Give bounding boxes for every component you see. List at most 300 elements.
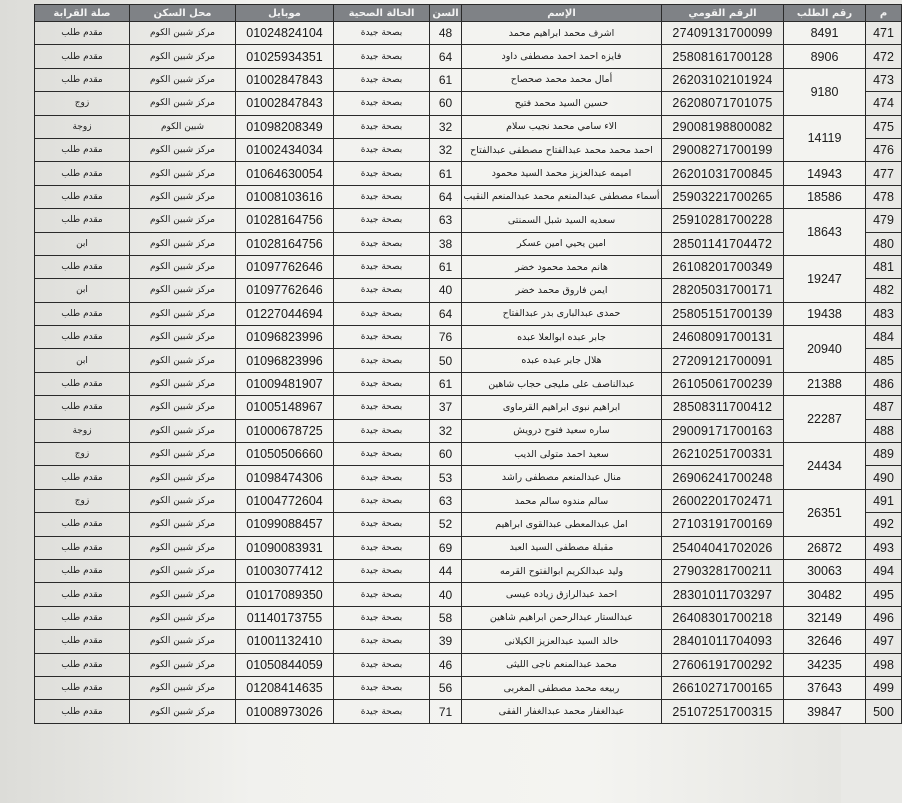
row-seq-cell: 477 bbox=[866, 162, 902, 185]
relation-cell: زوج bbox=[35, 489, 130, 512]
relation-cell: مقدم طلب bbox=[35, 372, 130, 395]
request-number-cell: 32149 bbox=[784, 606, 866, 629]
national-id-cell: 26201031700845 bbox=[662, 162, 784, 185]
residence-cell: مركز شبين الكوم bbox=[130, 279, 236, 302]
name-cell: امل عبدالمعطى عبدالقوى ابراهيم bbox=[462, 513, 662, 536]
row-seq-cell: 492 bbox=[866, 513, 902, 536]
name-cell: مقبلة مصطفى السيد العبد bbox=[462, 536, 662, 559]
name-cell: سعديه السيد شبل السمنتى bbox=[462, 209, 662, 232]
national-id-cell: 26906241700248 bbox=[662, 466, 784, 489]
health-cell: بصحة جيدة bbox=[334, 185, 430, 208]
table-row bbox=[35, 419, 902, 442]
national-id-cell: 26002201702471 bbox=[662, 489, 784, 512]
request-number-cell: 26351 bbox=[784, 489, 866, 536]
table-row bbox=[35, 396, 902, 419]
row-seq-cell: 482 bbox=[866, 279, 902, 302]
table-row bbox=[35, 209, 902, 232]
residence-cell: مركز شبين الكوم bbox=[130, 68, 236, 91]
relation-cell: مقدم طلب bbox=[35, 676, 130, 699]
health-cell: بصحة جيدة bbox=[334, 630, 430, 653]
request-number-cell: 9180 bbox=[784, 68, 866, 115]
age-cell: 40 bbox=[430, 279, 462, 302]
mobile-cell: 01003077412 bbox=[236, 559, 334, 582]
relation-cell: مقدم طلب bbox=[35, 513, 130, 536]
age-cell: 61 bbox=[430, 255, 462, 278]
residence-cell: مركز شبين الكوم bbox=[130, 396, 236, 419]
relation-cell: مقدم طلب bbox=[35, 185, 130, 208]
relation-cell: زوجة bbox=[35, 115, 130, 138]
mobile-cell: 01024824104 bbox=[236, 22, 334, 45]
mobile-cell: 01064630054 bbox=[236, 162, 334, 185]
name-cell: هلال جابر عبده عبده bbox=[462, 349, 662, 372]
age-cell: 69 bbox=[430, 536, 462, 559]
header-seq: م bbox=[866, 5, 902, 22]
request-number-cell: 18586 bbox=[784, 185, 866, 208]
health-cell: بصحة جيدة bbox=[334, 326, 430, 349]
name-cell: ايمن فاروق محمد خضر bbox=[462, 279, 662, 302]
header-residence: محل السكن bbox=[130, 5, 236, 22]
health-cell: بصحة جيدة bbox=[334, 349, 430, 372]
health-cell: بصحة جيدة bbox=[334, 513, 430, 536]
national-id-cell: 29008271700199 bbox=[662, 138, 784, 161]
residence-cell: مركز شبين الكوم bbox=[130, 372, 236, 395]
residence-cell: مركز شبين الكوم bbox=[130, 209, 236, 232]
mobile-cell: 01097762646 bbox=[236, 255, 334, 278]
national-id-cell: 28301011703297 bbox=[662, 583, 784, 606]
age-cell: 32 bbox=[430, 419, 462, 442]
request-number-cell: 39847 bbox=[784, 700, 866, 723]
mobile-cell: 01050844059 bbox=[236, 653, 334, 676]
request-number-cell: 14943 bbox=[784, 162, 866, 185]
age-cell: 52 bbox=[430, 513, 462, 536]
table-row bbox=[35, 372, 902, 395]
mobile-cell: 01009481907 bbox=[236, 372, 334, 395]
mobile-cell: 01001132410 bbox=[236, 630, 334, 653]
header-national-id: الرقم القومي bbox=[662, 5, 784, 22]
row-seq-cell: 493 bbox=[866, 536, 902, 559]
row-seq-cell: 495 bbox=[866, 583, 902, 606]
health-cell: بصحة جيدة bbox=[334, 115, 430, 138]
request-number-cell: 14119 bbox=[784, 115, 866, 162]
relation-cell: مقدم طلب bbox=[35, 583, 130, 606]
relation-cell: مقدم طلب bbox=[35, 22, 130, 45]
age-cell: 32 bbox=[430, 115, 462, 138]
relation-cell: ابن bbox=[35, 349, 130, 372]
row-seq-cell: 473 bbox=[866, 68, 902, 91]
health-cell: بصحة جيدة bbox=[334, 583, 430, 606]
residence-cell: مركز شبين الكوم bbox=[130, 255, 236, 278]
health-cell: بصحة جيدة bbox=[334, 255, 430, 278]
name-cell: ربيعه محمد مصطفى المغربى bbox=[462, 676, 662, 699]
table-row bbox=[35, 513, 902, 536]
name-cell: عبدالغفار محمد عبدالغفار الفقى bbox=[462, 700, 662, 723]
table-row bbox=[35, 583, 902, 606]
national-id-cell: 25910281700228 bbox=[662, 209, 784, 232]
relation-cell: مقدم طلب bbox=[35, 138, 130, 161]
age-cell: 48 bbox=[430, 22, 462, 45]
residence-cell: مركز شبين الكوم bbox=[130, 536, 236, 559]
name-cell: حمدى عبدالبارى بدر عبدالفتاح bbox=[462, 302, 662, 325]
mobile-cell: 01008103616 bbox=[236, 185, 334, 208]
request-number-cell: 34235 bbox=[784, 653, 866, 676]
table-row bbox=[35, 162, 902, 185]
residence-cell: مركز شبين الكوم bbox=[130, 513, 236, 536]
national-id-cell: 26108201700349 bbox=[662, 255, 784, 278]
relation-cell: مقدم طلب bbox=[35, 536, 130, 559]
mobile-cell: 01090083931 bbox=[236, 536, 334, 559]
name-cell: سعيد احمد متولى الديب bbox=[462, 443, 662, 466]
name-cell: اشرف محمد ابراهيم محمد bbox=[462, 22, 662, 45]
health-cell: بصحة جيدة bbox=[334, 68, 430, 91]
national-id-cell: 27103191700169 bbox=[662, 513, 784, 536]
age-cell: 63 bbox=[430, 209, 462, 232]
residence-cell: مركز شبين الكوم bbox=[130, 700, 236, 723]
health-cell: بصحة جيدة bbox=[334, 279, 430, 302]
request-number-cell: 32646 bbox=[784, 630, 866, 653]
relation-cell: مقدم طلب bbox=[35, 302, 130, 325]
name-cell: الاء سامي محمد نجيب سلام bbox=[462, 115, 662, 138]
national-id-cell: 24608091700131 bbox=[662, 326, 784, 349]
age-cell: 61 bbox=[430, 372, 462, 395]
national-id-cell: 29009171700163 bbox=[662, 419, 784, 442]
age-cell: 39 bbox=[430, 630, 462, 653]
residence-cell: مركز شبين الكوم bbox=[130, 489, 236, 512]
residence-cell: مركز شبين الكوم bbox=[130, 676, 236, 699]
name-cell: احمد محمد محمد عبدالفتاح مصطفى عبدالفتاح bbox=[462, 138, 662, 161]
national-id-cell: 25903221700265 bbox=[662, 185, 784, 208]
name-cell: امين يحيي امين عسكر bbox=[462, 232, 662, 255]
national-id-cell: 26208071701075 bbox=[662, 92, 784, 115]
national-id-cell: 26203102101924 bbox=[662, 68, 784, 91]
row-seq-cell: 494 bbox=[866, 559, 902, 582]
table-row bbox=[35, 138, 902, 161]
table-row bbox=[35, 255, 902, 278]
row-seq-cell: 471 bbox=[866, 22, 902, 45]
request-number-cell: 19247 bbox=[784, 255, 866, 302]
mobile-cell: 01140173755 bbox=[236, 606, 334, 629]
national-id-cell: 27409131700099 bbox=[662, 22, 784, 45]
name-cell: عبدالناصف على مليجى حجاب شاهين bbox=[462, 372, 662, 395]
row-seq-cell: 499 bbox=[866, 676, 902, 699]
national-id-cell: 28205031700171 bbox=[662, 279, 784, 302]
table-row bbox=[35, 302, 902, 325]
residence-cell: مركز شبين الكوم bbox=[130, 138, 236, 161]
age-cell: 37 bbox=[430, 396, 462, 419]
health-cell: بصحة جيدة bbox=[334, 232, 430, 255]
mobile-cell: 01050506660 bbox=[236, 443, 334, 466]
mobile-cell: 01004772604 bbox=[236, 489, 334, 512]
table-row bbox=[35, 232, 902, 255]
health-cell: بصحة جيدة bbox=[334, 396, 430, 419]
health-cell: بصحة جيدة bbox=[334, 162, 430, 185]
row-seq-cell: 491 bbox=[866, 489, 902, 512]
table-row bbox=[35, 45, 902, 68]
national-id-cell: 26105061700239 bbox=[662, 372, 784, 395]
relation-cell: مقدم طلب bbox=[35, 396, 130, 419]
residence-cell: مركز شبين الكوم bbox=[130, 349, 236, 372]
header-health: الحالة الصحية bbox=[334, 5, 430, 22]
name-cell: حسين السيد محمد فتيح bbox=[462, 92, 662, 115]
residence-cell: مركز شبين الكوم bbox=[130, 653, 236, 676]
table-row bbox=[35, 606, 902, 629]
age-cell: 71 bbox=[430, 700, 462, 723]
health-cell: بصحة جيدة bbox=[334, 372, 430, 395]
health-cell: بصحة جيدة bbox=[334, 700, 430, 723]
relation-cell: مقدم طلب bbox=[35, 653, 130, 676]
name-cell: ابراهيم نبوى ابراهيم القرماوى bbox=[462, 396, 662, 419]
mobile-cell: 01025934351 bbox=[236, 45, 334, 68]
row-seq-cell: 496 bbox=[866, 606, 902, 629]
relation-cell: زوجة bbox=[35, 419, 130, 442]
health-cell: بصحة جيدة bbox=[334, 559, 430, 582]
table-row bbox=[35, 630, 902, 653]
health-cell: بصحة جيدة bbox=[334, 138, 430, 161]
request-number-cell: 8491 bbox=[784, 22, 866, 45]
national-id-cell: 26210251700331 bbox=[662, 443, 784, 466]
national-id-cell: 25808161700128 bbox=[662, 45, 784, 68]
mobile-cell: 01000678725 bbox=[236, 419, 334, 442]
row-seq-cell: 488 bbox=[866, 419, 902, 442]
residence-cell: مركز شبين الكوم bbox=[130, 45, 236, 68]
age-cell: 60 bbox=[430, 443, 462, 466]
age-cell: 38 bbox=[430, 232, 462, 255]
health-cell: بصحة جيدة bbox=[334, 489, 430, 512]
relation-cell: ابن bbox=[35, 232, 130, 255]
row-seq-cell: 472 bbox=[866, 45, 902, 68]
request-number-cell: 37643 bbox=[784, 676, 866, 699]
row-seq-cell: 479 bbox=[866, 209, 902, 232]
residence-cell: مركز شبين الكوم bbox=[130, 302, 236, 325]
mobile-cell: 01096823996 bbox=[236, 349, 334, 372]
relation-cell: مقدم طلب bbox=[35, 630, 130, 653]
residence-cell: مركز شبين الكوم bbox=[130, 630, 236, 653]
age-cell: 61 bbox=[430, 68, 462, 91]
row-seq-cell: 500 bbox=[866, 700, 902, 723]
health-cell: بصحة جيدة bbox=[334, 419, 430, 442]
name-cell: خالد السيد عبدالعزيز الكيلانى bbox=[462, 630, 662, 653]
relation-cell: مقدم طلب bbox=[35, 326, 130, 349]
mobile-cell: 01097762646 bbox=[236, 279, 334, 302]
health-cell: بصحة جيدة bbox=[334, 466, 430, 489]
age-cell: 58 bbox=[430, 606, 462, 629]
table-row bbox=[35, 92, 902, 115]
header-mobile: موبايل bbox=[236, 5, 334, 22]
relation-cell: زوج bbox=[35, 92, 130, 115]
request-number-cell: 19438 bbox=[784, 302, 866, 325]
national-id-cell: 27903281700211 bbox=[662, 559, 784, 582]
mobile-cell: 01099088457 bbox=[236, 513, 334, 536]
health-cell: بصحة جيدة bbox=[334, 302, 430, 325]
table-row bbox=[35, 653, 902, 676]
table-header-row bbox=[35, 5, 902, 22]
mobile-cell: 01002847843 bbox=[236, 92, 334, 115]
mobile-cell: 01028164756 bbox=[236, 232, 334, 255]
row-seq-cell: 486 bbox=[866, 372, 902, 395]
name-cell: احمد عبدالرازق زياده عيسى bbox=[462, 583, 662, 606]
age-cell: 53 bbox=[430, 466, 462, 489]
name-cell: وليد عبدالكريم ابوالفتوح القرمه bbox=[462, 559, 662, 582]
row-seq-cell: 497 bbox=[866, 630, 902, 653]
age-cell: 40 bbox=[430, 583, 462, 606]
mobile-cell: 01008973026 bbox=[236, 700, 334, 723]
residence-cell: مركز شبين الكوم bbox=[130, 232, 236, 255]
health-cell: بصحة جيدة bbox=[334, 92, 430, 115]
mobile-cell: 01227044694 bbox=[236, 302, 334, 325]
national-id-cell: 25404041702026 bbox=[662, 536, 784, 559]
residence-cell: مركز شبين الكوم bbox=[130, 443, 236, 466]
residence-cell: مركز شبين الكوم bbox=[130, 92, 236, 115]
mobile-cell: 01017089350 bbox=[236, 583, 334, 606]
age-cell: 60 bbox=[430, 92, 462, 115]
name-cell: أسماء مصطفى عبدالمنعم محمد عبدالمنعم النقيب bbox=[462, 185, 662, 208]
relation-cell: مقدم طلب bbox=[35, 606, 130, 629]
name-cell: منال عبدالمنعم مصطفى راشد bbox=[462, 466, 662, 489]
age-cell: 64 bbox=[430, 302, 462, 325]
relation-cell: مقدم طلب bbox=[35, 162, 130, 185]
request-number-cell: 22287 bbox=[784, 396, 866, 443]
residence-cell: مركز شبين الكوم bbox=[130, 466, 236, 489]
row-seq-cell: 474 bbox=[866, 92, 902, 115]
national-id-cell: 25107251700315 bbox=[662, 700, 784, 723]
mobile-cell: 01208414635 bbox=[236, 676, 334, 699]
row-seq-cell: 483 bbox=[866, 302, 902, 325]
mobile-cell: 01002434034 bbox=[236, 138, 334, 161]
age-cell: 56 bbox=[430, 676, 462, 699]
relation-cell: مقدم طلب bbox=[35, 255, 130, 278]
residence-cell: مركز شبين الكوم bbox=[130, 22, 236, 45]
relation-cell: ابن bbox=[35, 279, 130, 302]
relation-cell: مقدم طلب bbox=[35, 68, 130, 91]
row-seq-cell: 480 bbox=[866, 232, 902, 255]
table-row bbox=[35, 349, 902, 372]
row-seq-cell: 475 bbox=[866, 115, 902, 138]
request-number-cell: 24434 bbox=[784, 443, 866, 490]
row-seq-cell: 485 bbox=[866, 349, 902, 372]
national-id-cell: 26610271700165 bbox=[662, 676, 784, 699]
age-cell: 46 bbox=[430, 653, 462, 676]
name-cell: سالم مندوه سالم محمد bbox=[462, 489, 662, 512]
age-cell: 50 bbox=[430, 349, 462, 372]
residence-cell: مركز شبين الكوم bbox=[130, 326, 236, 349]
health-cell: بصحة جيدة bbox=[334, 22, 430, 45]
request-number-cell: 21388 bbox=[784, 372, 866, 395]
age-cell: 76 bbox=[430, 326, 462, 349]
relation-cell: مقدم طلب bbox=[35, 209, 130, 232]
residence-cell: مركز شبين الكوم bbox=[130, 162, 236, 185]
national-id-cell: 28501141704472 bbox=[662, 232, 784, 255]
health-cell: بصحة جيدة bbox=[334, 443, 430, 466]
relation-cell: مقدم طلب bbox=[35, 45, 130, 68]
relation-cell: مقدم طلب bbox=[35, 559, 130, 582]
table-row bbox=[35, 185, 902, 208]
residence-cell: مركز شبين الكوم bbox=[130, 185, 236, 208]
mobile-cell: 01005148967 bbox=[236, 396, 334, 419]
row-seq-cell: 481 bbox=[866, 255, 902, 278]
age-cell: 64 bbox=[430, 185, 462, 208]
mobile-cell: 01028164756 bbox=[236, 209, 334, 232]
residence-cell: مركز شبين الكوم bbox=[130, 583, 236, 606]
mobile-cell: 01002847843 bbox=[236, 68, 334, 91]
table-row bbox=[35, 279, 902, 302]
name-cell: فايزه احمد احمد مصطفى داود bbox=[462, 45, 662, 68]
row-seq-cell: 487 bbox=[866, 396, 902, 419]
name-cell: أمال محمد محمد صحصاح bbox=[462, 68, 662, 91]
mobile-cell: 01096823996 bbox=[236, 326, 334, 349]
row-seq-cell: 478 bbox=[866, 185, 902, 208]
relation-cell: زوج bbox=[35, 443, 130, 466]
table-row bbox=[35, 559, 902, 582]
national-id-cell: 28508311700412 bbox=[662, 396, 784, 419]
health-cell: بصحة جيدة bbox=[334, 536, 430, 559]
age-cell: 63 bbox=[430, 489, 462, 512]
request-number-cell: 26872 bbox=[784, 536, 866, 559]
table-row bbox=[35, 466, 902, 489]
table-row bbox=[35, 326, 902, 349]
name-cell: اميمه عبدالعزيز محمد السيد محمود bbox=[462, 162, 662, 185]
name-cell: جابر عبده ابوالعلا عبده bbox=[462, 326, 662, 349]
residence-cell: مركز شبين الكوم bbox=[130, 606, 236, 629]
national-id-cell: 27209121700091 bbox=[662, 349, 784, 372]
request-number-cell: 8906 bbox=[784, 45, 866, 68]
beneficiaries-table bbox=[34, 4, 902, 724]
age-cell: 64 bbox=[430, 45, 462, 68]
national-id-cell: 27606191700292 bbox=[662, 653, 784, 676]
national-id-cell: 26408301700218 bbox=[662, 606, 784, 629]
mobile-cell: 01098208349 bbox=[236, 115, 334, 138]
national-id-cell: 29008198800082 bbox=[662, 115, 784, 138]
relation-cell: مقدم طلب bbox=[35, 466, 130, 489]
request-number-cell: 30063 bbox=[784, 559, 866, 582]
table-row bbox=[35, 676, 902, 699]
health-cell: بصحة جيدة bbox=[334, 606, 430, 629]
relation-cell: مقدم طلب bbox=[35, 700, 130, 723]
header-age: السن bbox=[430, 5, 462, 22]
name-cell: ساره سعيد فتوح درويش bbox=[462, 419, 662, 442]
table-row bbox=[35, 536, 902, 559]
request-number-cell: 20940 bbox=[784, 326, 866, 373]
residence-cell: مركز شبين الكوم bbox=[130, 419, 236, 442]
table-row bbox=[35, 22, 902, 45]
name-cell: محمد عبدالمنعم ناجى الليثى bbox=[462, 653, 662, 676]
row-seq-cell: 484 bbox=[866, 326, 902, 349]
header-relation: صلة القرابة bbox=[35, 5, 130, 22]
age-cell: 32 bbox=[430, 138, 462, 161]
residence-cell: شبين الكوم bbox=[130, 115, 236, 138]
name-cell: عبدالستار عبدالرحمن ابراهيم شاهين bbox=[462, 606, 662, 629]
age-cell: 44 bbox=[430, 559, 462, 582]
national-id-cell: 25805151700139 bbox=[662, 302, 784, 325]
request-number-cell: 30482 bbox=[784, 583, 866, 606]
header-name: الإسم bbox=[462, 5, 662, 22]
table-row bbox=[35, 115, 902, 138]
table-row bbox=[35, 489, 902, 512]
mobile-cell: 01098474306 bbox=[236, 466, 334, 489]
health-cell: بصحة جيدة bbox=[334, 676, 430, 699]
residence-cell: مركز شبين الكوم bbox=[130, 559, 236, 582]
age-cell: 61 bbox=[430, 162, 462, 185]
request-number-cell: 18643 bbox=[784, 209, 866, 256]
table-row bbox=[35, 443, 902, 466]
row-seq-cell: 489 bbox=[866, 443, 902, 466]
row-seq-cell: 490 bbox=[866, 466, 902, 489]
health-cell: بصحة جيدة bbox=[334, 653, 430, 676]
health-cell: بصحة جيدة bbox=[334, 45, 430, 68]
name-cell: هانم محمد محمود خضر bbox=[462, 255, 662, 278]
health-cell: بصحة جيدة bbox=[334, 209, 430, 232]
table-row bbox=[35, 700, 902, 723]
row-seq-cell: 498 bbox=[866, 653, 902, 676]
header-request: رقم الطلب bbox=[784, 5, 866, 22]
